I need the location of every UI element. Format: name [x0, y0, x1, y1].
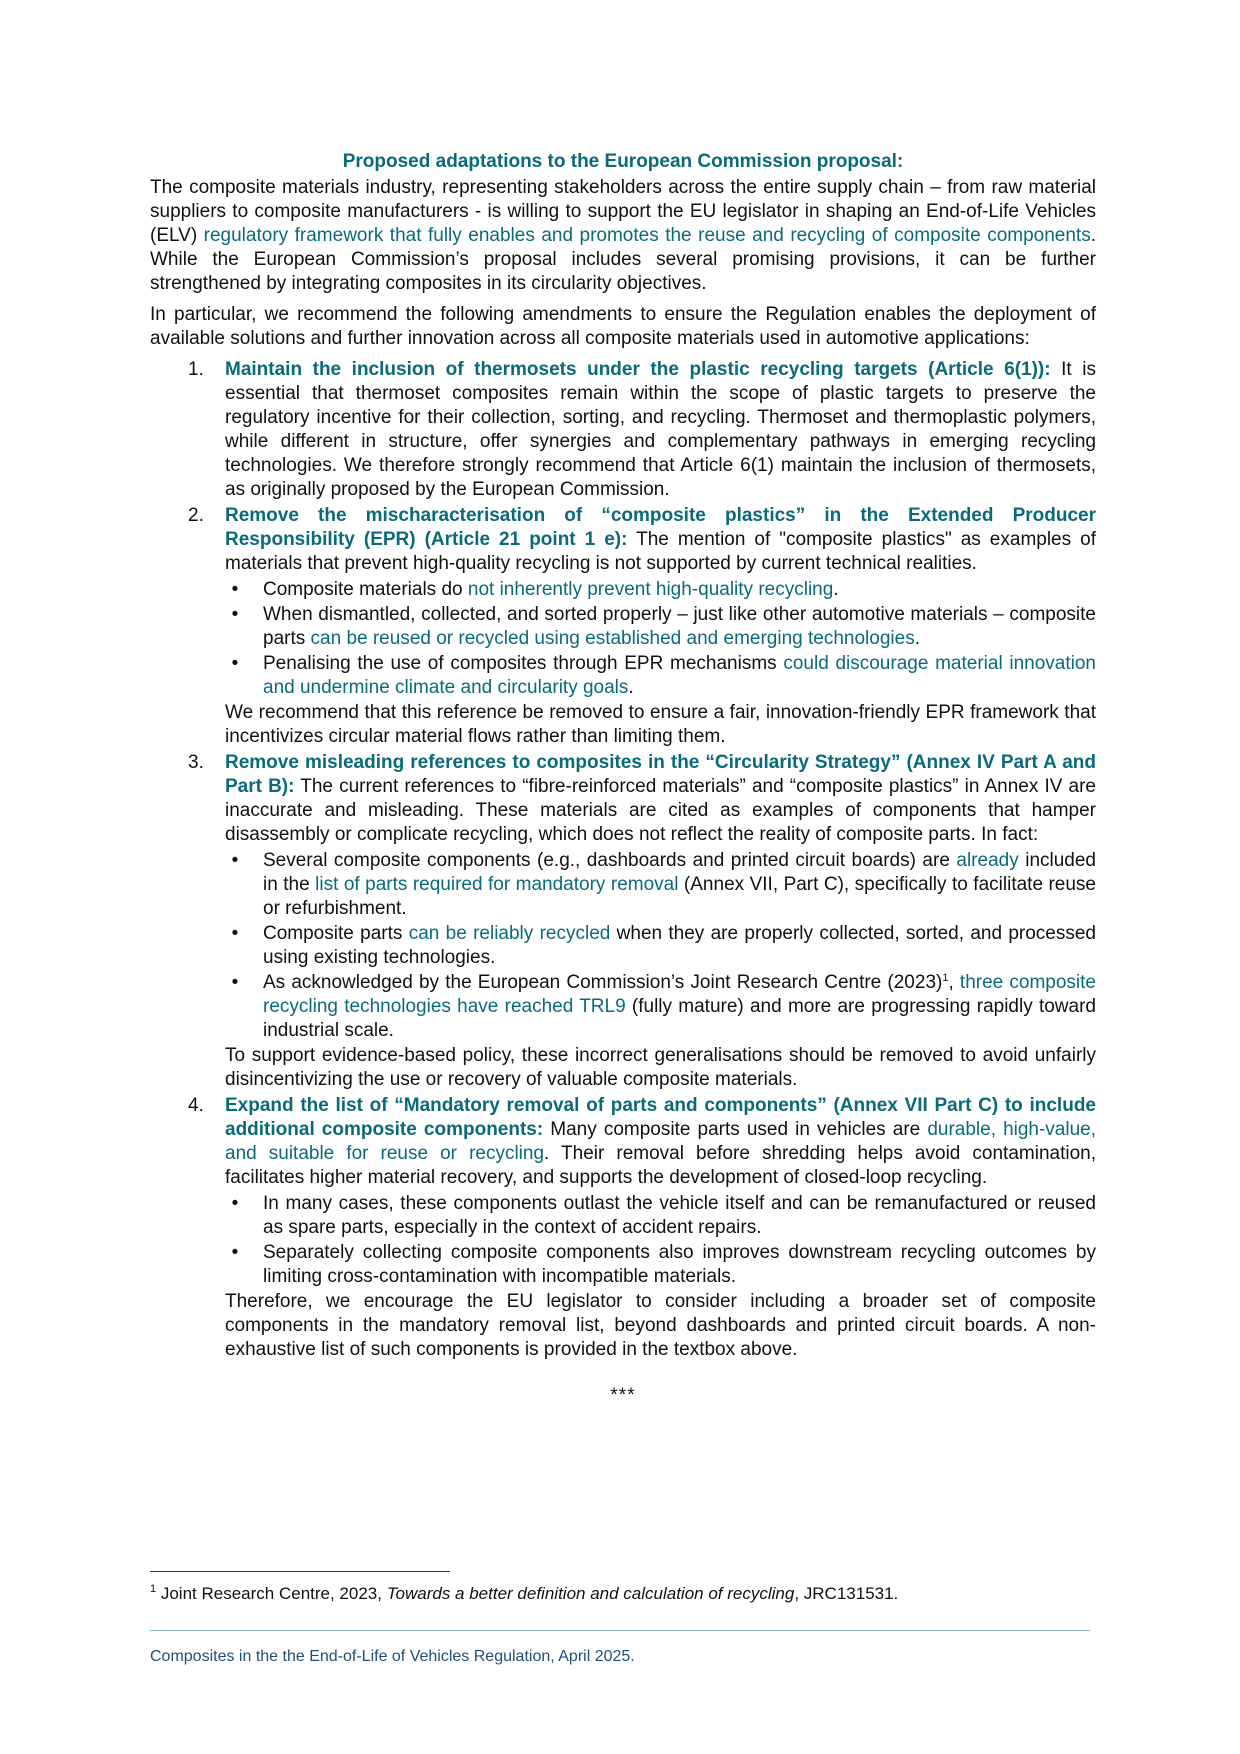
bullet-icon: •: [231, 653, 239, 674]
item-number: 1.: [188, 359, 204, 380]
bullet-icon: •: [231, 923, 239, 944]
footnote-reference[interactable]: 1: [942, 972, 949, 984]
item-body: [225, 504, 1096, 576]
bullet-list: [225, 849, 1096, 1043]
intro-highlight: regulatory framework that fully enables and promotes the reuse and recycling of composite components: [203, 225, 1091, 246]
footnote-source-title: Towards a better definition and calculation of recycling: [386, 1584, 795, 1603]
item-text: It is essential that thermoset composites remain within the scope of plastic targets to preserve the regulatory incentive for their collection, sorting, and recycling. Thermoset and thermoplastic polymers, while different in structure, offer synergies and complementary pathways in emerging recycling technologies. We therefore strongly recommend that Article 6(1) maintain the inclusion of thermosets, as originally proposed by the European Commission.: [225, 359, 1096, 500]
item-closing: We recommend that this reference be removed to ensure a fair, innovation-friendly EPR framework that incentivizes circular material flows rather than limiting them.: [225, 702, 1096, 747]
footnote: $^1$ Joint Research Centre, 2023, Towards a better definition and calculation of recycling, JRC131531.: [150, 1583, 899, 1603]
document-page: [150, 150, 1096, 1408]
bullet-item: • When dismantled, collected, and sorted properly – just like other automotive materials – composite parts can be reused or recycled using established and emerging technologies.: [225, 603, 1096, 651]
bullet-item: • Penalising the use of composites through EPR mechanisms could discourage material innovation and undermine climate and circularity goals.: [225, 652, 1096, 700]
item-number: 3.: [188, 752, 204, 773]
bullet-icon: •: [231, 850, 239, 871]
footer-divider: [150, 1630, 1090, 1631]
bullet-item: • Several composite components (e.g., dashboards and printed circuit boards) are already included in the list of parts required for mandatory removal (Annex VII, Part C), specifically to facilitate reuse or refurbishment.: [225, 849, 1096, 921]
intro-text: The composite materials industry, representing stakeholders across the entire supply chain – from raw material suppliers to composite manufacturers - is willing to support the EU legislator in shaping an End-of-Life Vehicles (ELV): [150, 177, 1096, 246]
item-title: Remove misleading references to composites in the “Circularity Strategy” (Annex IV Part A and Part B):: [225, 752, 1096, 797]
recommendation-item: [150, 751, 1096, 1092]
intro-text: . While the European Commission’s proposal includes several promising provisions, it can be further strengthened by integrating composites in its circularity objectives.: [150, 225, 1096, 294]
bullet-icon: •: [231, 604, 239, 625]
item-closing: Therefore, we encourage the EU legislator to consider including a broader set of composite components in the mandatory removal list, beyond dashboards and printed circuit boards. A non-exhaustive list of such components is provided in the textbox above.: [225, 1291, 1096, 1360]
recommendation-item: [150, 504, 1096, 749]
section-heading: Proposed adaptations to the European Commission proposal:: [342, 151, 904, 172]
bullet-icon: •: [231, 972, 239, 993]
item-title: Remove the mischaracterisation of “composite plastics” in the Extended Producer Responsibility (EPR) (Article 21 point 1 e):: [225, 505, 1096, 550]
item-text: The mention of "composite plastics" as examples of materials that prevent high-quality recycling is not supported by current technical realities.: [225, 529, 1096, 574]
item-title: Expand the list of “Mandatory removal of parts and components” (Annex VII Part C) to include additional composite components:: [225, 1095, 1096, 1140]
bullet-item: • Composite materials do not inherently prevent high-quality recycling.: [225, 578, 1096, 602]
bullet-icon: •: [231, 1242, 239, 1263]
footnote-divider: [150, 1571, 450, 1572]
bullet-item: • Separately collecting composite components also improves downstream recycling outcomes by limiting cross-contamination with incompatible materials.: [225, 1241, 1096, 1289]
item-text: The current references to “fibre-reinforced materials” and “composite plastics” in Annex IV are inaccurate and misleading. These materials are cited as examples of components that hamper disassembly or complicate recycling, which does not reflect the reality of composite parts. In fact:: [225, 776, 1096, 845]
item-number: 4.: [188, 1095, 204, 1116]
bullet-item: • Composite parts can be reliably recycled when they are properly collected, sorted, and processed using existing technologies.: [225, 922, 1096, 970]
item-body: Expand the list of “Mandatory removal of parts and components” (Annex VII Part C) to include additional composite components: Many composite parts used in vehicles are durable, high-value, and suitable for reuse or recycling. Their removal before shredding helps avoid contamination, facilitates higher material recovery, and supports the development of closed-loop recycling.: [225, 1095, 1097, 1188]
item-body: [225, 358, 1096, 502]
intro-paragraph-2: In particular, we recommend the following amendments to ensure the Regulation enables the deployment of available solutions and further innovation across all composite materials used in automotive applications:: [150, 304, 1096, 349]
recommendations-list: [150, 358, 1096, 1362]
bullet-list: [225, 578, 1096, 700]
bullet-list: [225, 1192, 1096, 1289]
intro-paragraph-1: [150, 176, 1096, 296]
recommendation-item: [150, 1094, 1096, 1362]
footnote-marker: 1: [150, 1583, 157, 1595]
item-closing: To support evidence-based policy, these incorrect generalisations should be removed to avoid unfairly disincentivizing the use or recovery of valuable composite materials.: [225, 1045, 1096, 1090]
bullet-item: • In many cases, these components outlast the vehicle itself and can be remanufactured or reused as spare parts, especially in the context of accident repairs.: [225, 1192, 1096, 1240]
item-title: Maintain the inclusion of thermosets under the plastic recycling targets (Article 6(1)):: [225, 359, 1051, 380]
recommendation-item: [150, 358, 1096, 502]
bullet-icon: •: [231, 579, 239, 600]
item-number: 2.: [188, 505, 204, 526]
item-body: [225, 751, 1096, 847]
bullet-icon: •: [231, 1193, 239, 1214]
section-separator: ***: [610, 1385, 636, 1406]
page-footer: Composites in the the End-of-Life of Vehicles Regulation, April 2025.: [150, 1648, 635, 1665]
bullet-item: • As acknowledged by the European Commission’s Joint Research Centre (2023)$^1$, three composite recycling technologies have reached TRL9 (fully mature) and more are progressing rapidly toward industrial scale.: [225, 971, 1096, 1043]
